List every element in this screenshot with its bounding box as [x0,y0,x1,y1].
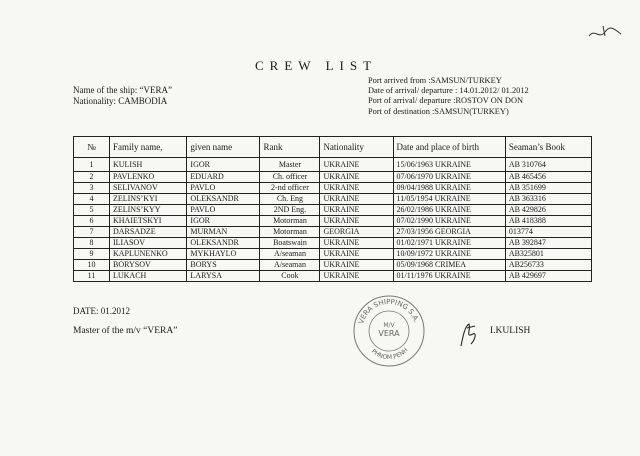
cell-rank: Master [260,158,320,172]
cell-birth: 27/03/1956 GEORGIA [393,227,505,238]
cell-given-name: OLEKSANDR [187,238,260,249]
stamp-vera: VERA [378,329,400,338]
cell-given-name: IGOR [187,216,260,227]
master-line: Master of the m/v “VERA” [73,326,178,336]
cell-rank: Ch. officer [260,172,320,183]
cell-birth: 05/09/1968 CRIMEA [393,260,505,271]
table-header-row [74,137,592,158]
captain-signature [455,320,481,350]
cell-rank: A/seaman [260,249,320,260]
ship-stamp [352,294,426,368]
cell-nationality: UKRAINE [320,194,393,205]
cell-seaman-book: AB 429826 [505,205,591,216]
header-rank: Rank [260,137,320,158]
cell-nationality: GEORGIA [320,227,393,238]
cell-family-name: KAPLUNENKO [109,249,186,260]
table-row [74,238,592,249]
cell-family-name: ZELINS’KYI [109,194,186,205]
date-arrival-departure: Date of arrival/ departure : 14.01.2012/ 01.2012 [368,86,529,96]
cell-number: 7 [74,227,110,238]
document-title: CREW LIST [255,58,378,73]
table-row [74,158,592,172]
cell-birth: 01/02/1971 UKRAINE [393,238,505,249]
cell-given-name: IGOR [187,158,260,172]
cell-number: 2 [74,172,110,183]
cell-seaman-book: AB 429697 [505,271,591,282]
table-row [74,216,592,227]
cell-rank: Motorman [260,227,320,238]
cell-family-name: PAVLENKO [109,172,186,183]
cell-seaman-book: AB256733 [505,260,591,271]
cell-number: 5 [74,205,110,216]
cell-nationality: UKRAINE [320,205,393,216]
cell-number: 6 [74,216,110,227]
cell-nationality: UKRAINE [320,249,393,260]
cell-family-name: BORYSOV [109,260,186,271]
cell-number: 10 [74,260,110,271]
crew-table-body [74,158,592,282]
cell-birth: 09/04/1988 UKRAINE [393,183,505,194]
cell-nationality: UKRAINE [320,238,393,249]
crew-table [73,136,592,282]
svg-text:PHNOM PENH [370,347,409,361]
cell-seaman-book: AB 351699 [505,183,591,194]
cell-family-name: ZELINS’KYY [109,205,186,216]
cell-family-name: DARSADZE [109,227,186,238]
table-row [74,172,592,183]
cell-number: 4 [74,194,110,205]
cell-family-name: LUKACH [109,271,186,282]
cell-given-name: MURMAN [187,227,260,238]
document-date: DATE: 01.2012 [73,306,130,316]
table-row [74,249,592,260]
cell-seaman-book: AB325801 [505,249,591,260]
stamp-top-text: VERA SHIPPING S.A. [357,297,421,325]
port-arrival-departure: Port of arrival/ departure :ROSTOV ON DON [368,96,524,106]
stamp-bottom-text: PHNOM PENH [369,346,410,362]
cell-nationality: UKRAINE [320,271,393,282]
port-arrived-from: Port arrived from :SAMSUN/TURKEY [368,76,502,85]
port-destination: Port of destination :SAMSUN(TURKEY) [368,106,509,116]
captain-name: I.KULISH [490,326,531,336]
cell-seaman-book: AB 465456 [505,172,591,183]
ship-nationality: Nationality: CAMBODIA [73,96,168,106]
table-row [74,183,592,194]
cell-given-name: MYKHAYLO [187,249,260,260]
header-nationality: Nationality [320,137,393,158]
cell-birth: 26/02/1986 UKRAINE [393,205,505,216]
cell-seaman-book: 013774 [505,227,591,238]
cell-rank: Motorman [260,216,320,227]
header-number: № [74,137,110,158]
cell-rank: 2-nd officer [260,183,320,194]
cell-number: 9 [74,249,110,260]
cell-family-name: KHAIETSKYI [109,216,186,227]
cell-given-name: OLEKSANDR [187,194,260,205]
cell-family-name: ILIASOV [109,238,186,249]
cell-given-name: PAVLO [187,205,260,216]
ship-name: Name of the ship: “VERA” [73,85,172,95]
table-row [74,260,592,271]
cell-number: 8 [74,238,110,249]
header-seaman-book: Seaman’s Book [505,137,591,158]
cell-number: 11 [74,271,110,282]
cell-seaman-book: AB 363316 [505,194,591,205]
cell-birth: 10/09/1972 UKRAINE [393,249,505,260]
cell-given-name: PAVLO [187,183,260,194]
cell-birth: 07/02/1990 UKRAINE [393,216,505,227]
header-given-name: given name [187,137,260,158]
cell-nationality: UKRAINE [320,260,393,271]
cell-number: 1 [74,158,110,172]
cell-birth: 07/06/1970 UKRAINE [393,172,505,183]
cell-rank: Cook [260,271,320,282]
cell-nationality: UKRAINE [320,216,393,227]
cell-nationality: UKRAINE [320,172,393,183]
signature-mark-top [585,22,625,46]
cell-number: 3 [74,183,110,194]
cell-birth: 11/05/1954 UKRAINE [393,194,505,205]
cell-nationality: UKRAINE [320,183,393,194]
cell-seaman-book: AB 392847 [505,238,591,249]
cell-rank: A/seaman [260,260,320,271]
cell-rank: Boatswain [260,238,320,249]
svg-text:VERA SHIPPING S.A. [357,298,420,325]
cell-family-name: KULISH [109,158,186,172]
table-row [74,194,592,205]
header-birth: Date and place of birth [393,137,505,158]
table-row [74,271,592,282]
cell-given-name: EDUARD [187,172,260,183]
stamp-mv: M/V [383,322,395,329]
ship-info [73,85,172,107]
table-row [74,227,592,238]
header-family-name: Family name, [109,137,186,158]
cell-given-name: BORYS [187,260,260,271]
cell-nationality: UKRAINE [320,158,393,172]
cell-rank: 2ND Eng. [260,205,320,216]
cell-rank: Ch. Eng [260,194,320,205]
cell-family-name: SELIVANOV [109,183,186,194]
cell-seaman-book: AB 310764 [505,158,591,172]
cell-birth: 01/11/1976 UKRAINE [393,271,505,282]
cell-seaman-book: AB 418388 [505,216,591,227]
port-info [368,76,529,117]
table-row [74,205,592,216]
cell-birth: 15/06/1963 UKRAINE [393,158,505,172]
cell-given-name: LARYSA [187,271,260,282]
